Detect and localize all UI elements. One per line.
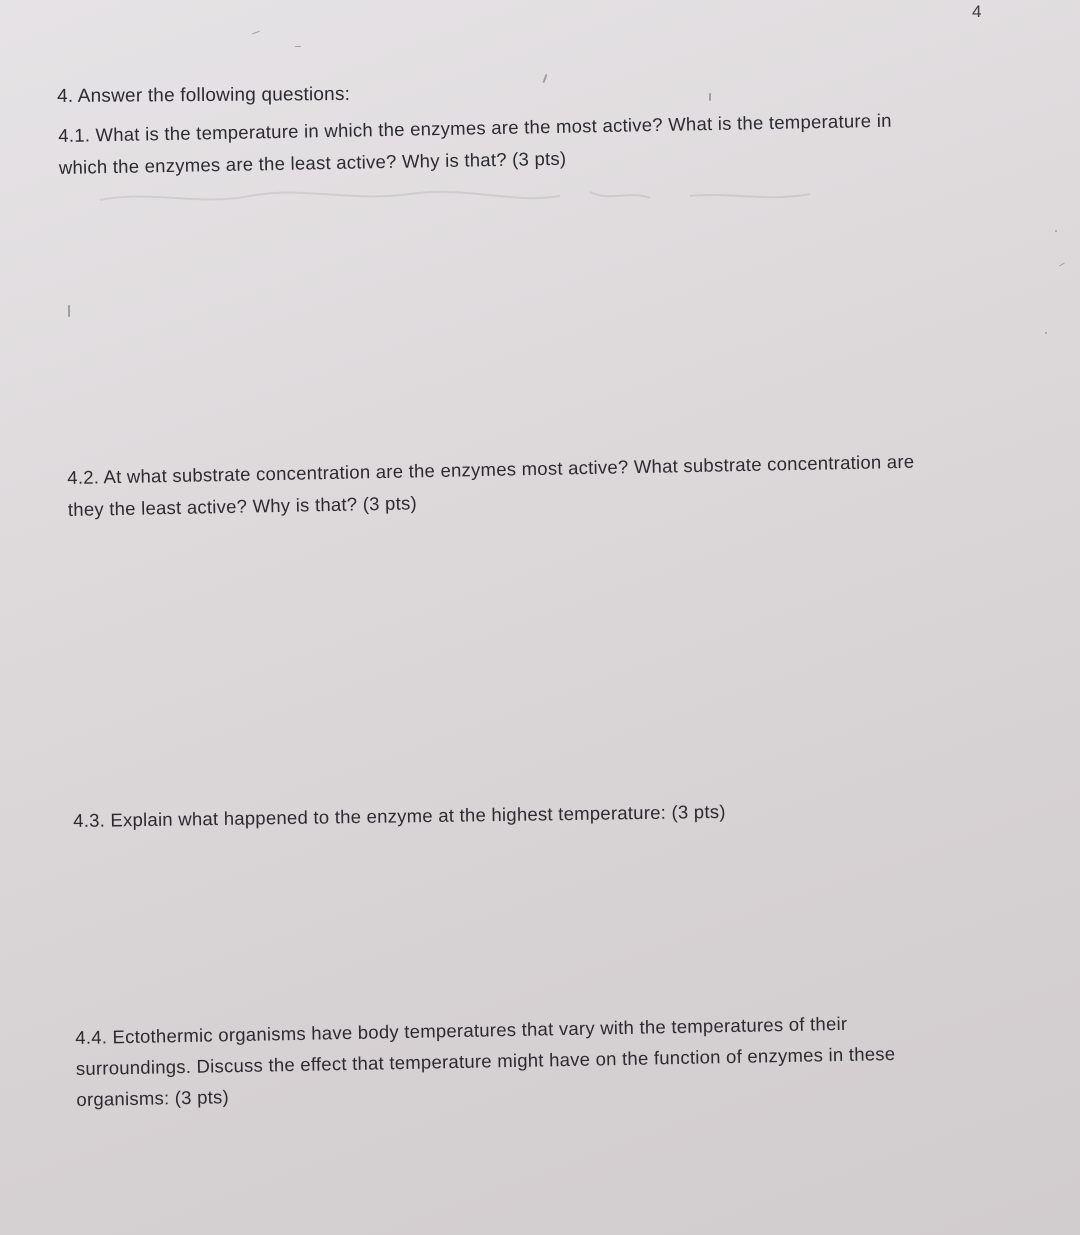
question-line: organisms: (3 pts) [76, 1086, 230, 1110]
pencil-mark [68, 305, 70, 317]
question-line: 4.4. Ectothermic organisms have body temperatures that vary with the temperatures of their [75, 1012, 848, 1048]
question-line: 4.3. Explain what happened to the enzyme at the highest temperature: (3 pts) [73, 800, 726, 831]
pencil-mark [252, 31, 260, 35]
question-4-3 [73, 796, 726, 837]
question-line: they the least active? Why is that? (3 pts) [67, 492, 418, 520]
pencil-mark [709, 93, 711, 101]
pencil-mark [1059, 263, 1065, 267]
erased-pencil-scribble [90, 182, 820, 212]
question-line: 4.1. What is the temperature in which the enzymes are the most active? What is the temperature in [58, 109, 892, 146]
page-number: 4 [972, 2, 982, 21]
pencil-mark [1045, 332, 1047, 334]
pencil-mark [1055, 230, 1057, 232]
question-4-1 [58, 105, 893, 184]
question-line: surroundings. Discuss the effect that temperature might have on the function of enzymes in these [75, 1042, 896, 1079]
pencil-mark [543, 74, 548, 83]
question-line: 4.2. At what substrate concentration are the enzymes most active? What substrate concentration are [67, 450, 915, 488]
question-4-4 [75, 1007, 896, 1115]
question-4-2 [67, 446, 915, 526]
section-heading: 4. Answer the following questions: [57, 83, 351, 107]
pencil-mark [295, 46, 301, 47]
question-line: which the enzymes are the least active? Why is that? (3 pts) [58, 147, 567, 178]
